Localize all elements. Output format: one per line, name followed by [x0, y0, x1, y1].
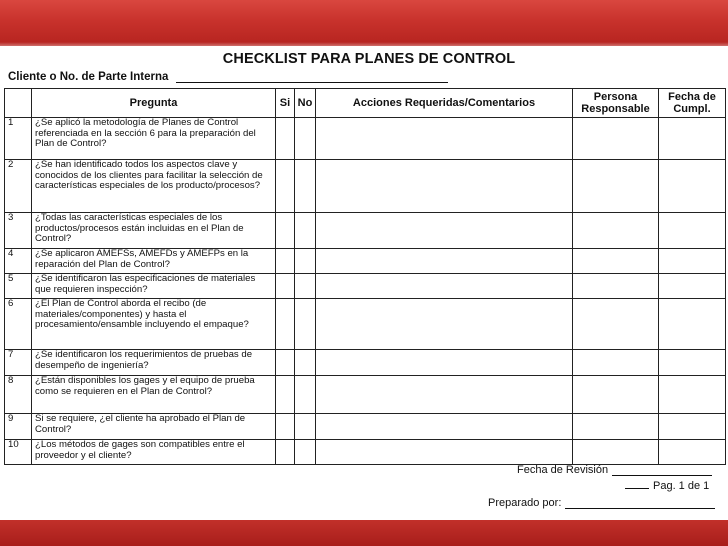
- row-question: ¿Los métodos de gages son compatibles entre el proveedor y el cliente?: [32, 440, 276, 465]
- yes-cell[interactable]: [276, 213, 295, 249]
- date-cell[interactable]: [659, 414, 726, 440]
- no-cell[interactable]: [295, 414, 316, 440]
- client-label: Cliente o No. de Parte Interna: [8, 71, 169, 83]
- page-label: Pag. 1 de 1: [653, 480, 710, 492]
- table-row: [5, 299, 726, 350]
- person-cell[interactable]: [573, 350, 659, 376]
- date-cell[interactable]: [659, 274, 726, 299]
- row-question: ¿Se identificaron los requerimientos de pruebas de desempeño de ingeniería?: [32, 350, 276, 376]
- person-cell[interactable]: [573, 376, 659, 414]
- date-cell[interactable]: [659, 249, 726, 274]
- header-no: No: [295, 89, 316, 118]
- row-question: ¿Se han identificado todos los aspectos clave y conocidos de los clientes para facilitar la selección de características especiales de los producto/procesos?: [32, 160, 276, 213]
- row-number: 3: [5, 213, 32, 249]
- person-cell[interactable]: [573, 160, 659, 213]
- person-cell[interactable]: [573, 213, 659, 249]
- row-number: 7: [5, 350, 32, 376]
- date-cell[interactable]: [659, 350, 726, 376]
- person-cell[interactable]: [573, 440, 659, 465]
- actions-cell[interactable]: [316, 440, 573, 465]
- actions-cell[interactable]: [316, 249, 573, 274]
- no-cell[interactable]: [295, 249, 316, 274]
- actions-cell[interactable]: [316, 350, 573, 376]
- actions-cell[interactable]: [316, 274, 573, 299]
- row-number: 10: [5, 440, 32, 465]
- yes-cell[interactable]: [276, 299, 295, 350]
- table-row: [5, 350, 726, 376]
- row-question: ¿Todas las características especiales de los productos/procesos están incluidas en el Plan de Control?: [32, 213, 276, 249]
- checklist-table: [4, 88, 726, 465]
- revision-date-line: [612, 464, 712, 476]
- header-date: Fecha de Cumpl.: [659, 89, 726, 118]
- row-number: 4: [5, 249, 32, 274]
- actions-cell[interactable]: [316, 299, 573, 350]
- table-row: [5, 118, 726, 160]
- date-cell[interactable]: [659, 299, 726, 350]
- page-indicator: [625, 480, 725, 492]
- yes-cell[interactable]: [276, 350, 295, 376]
- person-cell[interactable]: [573, 414, 659, 440]
- prepared-by-field: [488, 497, 715, 509]
- date-cell[interactable]: [659, 118, 726, 160]
- prepared-by-label: Preparado por:: [488, 497, 562, 509]
- table-row: [5, 440, 726, 465]
- header-yes: Si: [276, 89, 295, 118]
- date-cell[interactable]: [659, 376, 726, 414]
- actions-cell[interactable]: [316, 213, 573, 249]
- no-cell[interactable]: [295, 299, 316, 350]
- bottom-red-band: [0, 520, 728, 546]
- date-cell[interactable]: [659, 213, 726, 249]
- row-question: ¿Se aplicó la metodología de Planes de Control referenciada en la sección 6 para la preparación del Plan de Control?: [32, 118, 276, 160]
- no-cell[interactable]: [295, 213, 316, 249]
- header-row: [5, 89, 726, 118]
- actions-cell[interactable]: [316, 376, 573, 414]
- person-cell[interactable]: [573, 274, 659, 299]
- person-cell[interactable]: [573, 118, 659, 160]
- no-cell[interactable]: [295, 376, 316, 414]
- row-question: ¿Se aplicaron AMEFSs, AMEFDs y AMEFPs en la reparación del Plan de Control?: [32, 249, 276, 274]
- revision-date-field: [517, 464, 712, 476]
- row-number: 8: [5, 376, 32, 414]
- table-row: [5, 249, 726, 274]
- row-number: 5: [5, 274, 32, 299]
- document-title: CHECKLIST PARA PLANES DE CONTROL: [222, 51, 516, 67]
- no-cell[interactable]: [295, 274, 316, 299]
- table-row: [5, 414, 726, 440]
- yes-cell[interactable]: [276, 440, 295, 465]
- no-cell[interactable]: [295, 160, 316, 213]
- page-line: [625, 488, 649, 489]
- header-person: Persona Responsable: [573, 89, 659, 118]
- yes-cell[interactable]: [276, 376, 295, 414]
- no-cell[interactable]: [295, 440, 316, 465]
- person-cell[interactable]: [573, 249, 659, 274]
- header-actions: Acciones Requeridas/Comentarios: [316, 89, 573, 118]
- yes-cell[interactable]: [276, 274, 295, 299]
- top-red-band: [0, 0, 728, 46]
- table-row: [5, 376, 726, 414]
- row-question: Si se requiere, ¿el cliente ha aprobado el Plan de Control?: [32, 414, 276, 440]
- yes-cell[interactable]: [276, 414, 295, 440]
- row-number: 6: [5, 299, 32, 350]
- yes-cell[interactable]: [276, 118, 295, 160]
- client-input-line: [176, 70, 448, 83]
- no-cell[interactable]: [295, 350, 316, 376]
- row-question: ¿El Plan de Control aborda el recibo (de materiales/componentes) y hasta el procesamiento/ensamble incluyendo el empaque?: [32, 299, 276, 350]
- no-cell[interactable]: [295, 118, 316, 160]
- date-cell[interactable]: [659, 160, 726, 213]
- row-question: ¿Se identificaron las especificaciones de materiales que requieren inspección?: [32, 274, 276, 299]
- header-num: [5, 89, 32, 118]
- yes-cell[interactable]: [276, 160, 295, 213]
- client-field: [8, 67, 478, 83]
- row-number: 2: [5, 160, 32, 213]
- actions-cell[interactable]: [316, 118, 573, 160]
- row-number: 9: [5, 414, 32, 440]
- yes-cell[interactable]: [276, 249, 295, 274]
- row-number: 1: [5, 118, 32, 160]
- row-question: ¿Están disponibles los gages y el equipo de prueba como se requieren en el Plan de Control?: [32, 376, 276, 414]
- actions-cell[interactable]: [316, 160, 573, 213]
- table-row: [5, 213, 726, 249]
- date-cell[interactable]: [659, 440, 726, 465]
- actions-cell[interactable]: [316, 414, 573, 440]
- prepared-by-line: [565, 497, 715, 509]
- revision-date-label: Fecha de Revisión: [517, 464, 609, 476]
- table-row: [5, 160, 726, 213]
- table-row: [5, 274, 726, 299]
- header-question: Pregunta: [32, 89, 276, 118]
- person-cell[interactable]: [573, 299, 659, 350]
